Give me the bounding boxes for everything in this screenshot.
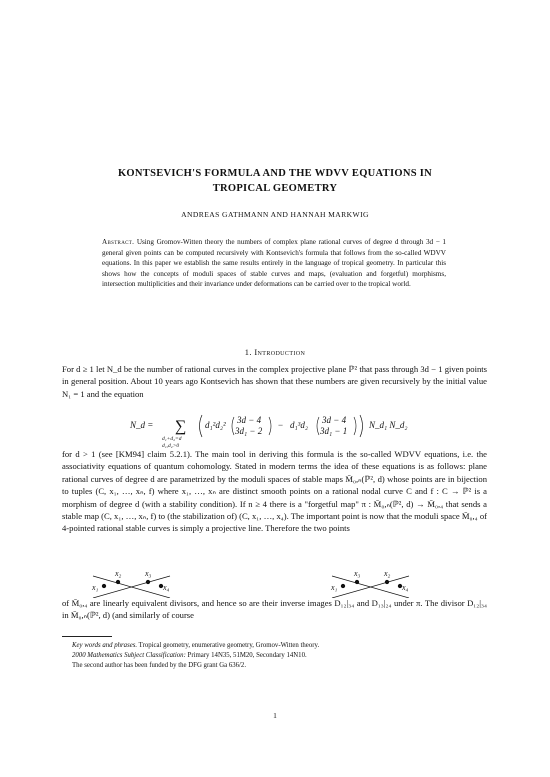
label-left-b: x₃ [145, 569, 152, 578]
formula-tail: N_d₁ N_d₂ [369, 420, 408, 430]
binom1-paren-right [269, 417, 271, 435]
footnotes [62, 641, 487, 670]
footnote-keywords-text: Tropical geometry, enumerative geometry, Gromov-Witten theory. [138, 642, 320, 649]
page-number: 1 [273, 711, 277, 720]
label-left-a: x₂ [115, 569, 122, 578]
binom1-bottom: 3d₁ − 2 [235, 426, 263, 436]
footnote-rule [62, 636, 112, 637]
paper-title [60, 166, 490, 196]
section-heading [60, 348, 490, 357]
footnote-msc-text: Primary 14N35, 51M20, Secondary 14N10. [187, 651, 307, 659]
binom2-paren-left [317, 417, 319, 435]
section-title: Introduction [254, 348, 306, 357]
outer-paren-left [200, 415, 203, 437]
binom1-paren-left [232, 417, 234, 435]
sum-subscript-2: d₁,d₂>0 [162, 443, 180, 449]
outer-paren-right [360, 415, 363, 437]
point-right-x2 [385, 580, 389, 584]
title-line-2: TROPICAL GEOMETRY [212, 183, 338, 194]
label-right-a: x₃ [354, 569, 361, 578]
footnote-msc-label: 2000 Mathematics Subject Classification: [72, 651, 186, 659]
point-right-x1 [341, 584, 345, 588]
sum-symbol: ∑ [175, 418, 187, 435]
paragraph-2: for d > 1 (see [KM94] claim 5.2.1). The main tool in deriving this formula is the so-called WDVV equations, i.e. the associativity equations of quantum cohomology. Stated in modern terms the idea of these equations is as follows: plane rational curves of degree d are parametrized by the moduli spaces of stable maps M̄₀,ₙ(ℙ², d) whose points are in bijection to tuples (C, x₁, …, xₙ, f) where x₁, …, xₙ are distinct smooth points on a rational nodal curve C and f : C → ℙ² is a morphism of degree d (with a stability condition). If n ≥ 4 there is a "forgetful map" π : M̄₀,ₙ(ℙ², d) → M̄₀,₄ that sends a stable map (C, x₁, …, xₙ, f) to (the stabilization of) (C, x₁, …, x₄). The important point is now that the moduli space M̄₀,₄ of 4-pointed rational stable curves is simply a projective line. Therefore the two points [62, 449, 487, 534]
point-right-x3 [355, 580, 359, 584]
point-left-x1 [102, 584, 106, 588]
minus-sign: − [278, 420, 284, 430]
label-left-c: x₁ [92, 583, 99, 592]
section-number: 1. [244, 348, 252, 357]
diagram-left [91, 569, 170, 598]
point-left-x2 [116, 580, 120, 584]
label-right-d: x₄ [402, 583, 409, 592]
term1-coefficient: d₁²d₂² [205, 420, 226, 430]
title-line-1: KONTSEVICH'S FORMULA AND THE WDVV EQUATIONS IN [117, 168, 433, 179]
paragraph-3: of M̄₀,₄ are linearly equivalent divisors, and hence so are their inverse images D₁₂|₃₄ and D₁₃|₂₄ under π. The divisor D₁₂|₃₄ in M̄₀,ₙ(ℙ², d) (and similarly of course [62, 598, 487, 621]
footnote-keywords [62, 641, 487, 651]
footnote-grant: The second author has been funded by the DFG grant Ga 636/2. [72, 661, 247, 669]
diagram-right [330, 569, 409, 598]
stable-curve-diagrams [0, 564, 550, 598]
binom2-bottom: 3d₁ − 1 [320, 426, 348, 436]
paragraph-1: For d ≥ 1 let N_d be the number of rational curves in the complex projective plane ℙ² that pass through 3d − 1 given points in general position. About 10 years ago Kontsevich has shown that these numbers are given recursively by the initial value N₁ = 1 and the equation [62, 364, 487, 399]
formula-lhs: N_d = [130, 420, 154, 430]
binom2-top: 3d − 4 [322, 415, 347, 425]
label-right-b: x₂ [384, 569, 391, 578]
point-left-x3 [146, 580, 150, 584]
kontsevich-formula [60, 409, 490, 451]
authors: ANDREAS GATHMANN AND HANNAH MARKWIG [181, 210, 369, 219]
sum-subscript-1: d₁+d₂=d [162, 436, 182, 442]
label-right-c: x₁ [331, 583, 338, 592]
binom1-top: 3d − 4 [237, 415, 262, 425]
binom2-paren-right [354, 417, 356, 435]
term2-coefficient: d₁³d₂ [290, 420, 308, 430]
abstract [102, 237, 446, 290]
footnote-msc [62, 651, 487, 661]
label-left-d: x₄ [163, 583, 170, 592]
footnote-keywords-label: Key words and phrases. [72, 642, 138, 649]
abstract-text: Using Gromov-Witten theory the numbers of complex plane rational curves of degree d through 3d − 1 general given points can be computed recursively with Kontsevich's formula that follows from the so-called WDVV equations. In this paper we establish the same results entirely in the language of tropical geometry. In particular this shows how the concepts of moduli spaces of stable curves and maps, (evaluation and forgetful) morphisms, intersection multiplicities and their invariance under deformations can be carried over to the tropical world. [102, 238, 446, 289]
abstract-label: Abstract. [102, 238, 135, 246]
